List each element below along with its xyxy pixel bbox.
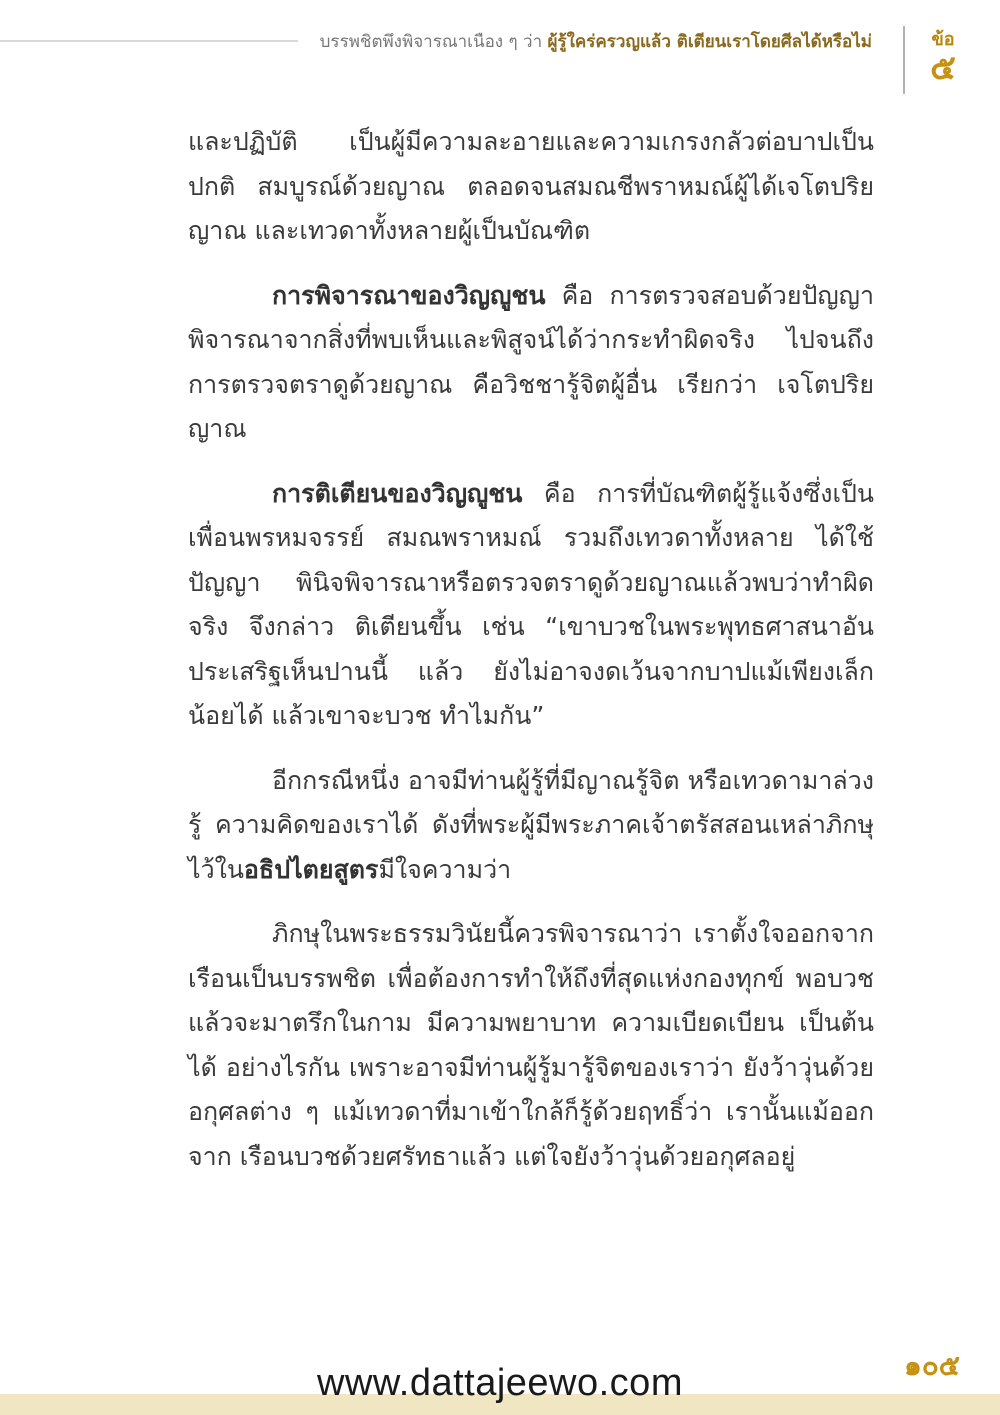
paragraph-5: ภิกษุในพระธรรมวินัยนี้ควรพิจารณาว่า เราตั้งใจออกจาก เรือนเป็นบรรพชิต เพื่อต้องการทำให้ถึงที่สุดแห่งกองทุกข์ พอบวช แล้วจะมาตรึกในกาม มีความพยาบาท ความเบียดเบียน เป็นต้น ได้ อย่างไรกัน เพราะอาจมีท่านผู้รู้มารู้จิตของเราว่า ยังว้าวุ่นด้วย อกุศลต่าง ๆ แม้เทวดาที่มาเข้าใกล้ก็รู้ด้วยฤทธิ์ว่า เรานั้นแม้ออกจาก เรือนบวชด้วยศรัทธาแล้ว แต่ใจยังว้าวุ่นด้วยอกุศลอยู่ — [188, 919, 874, 1171]
website-watermark: www.dattajeewo.com — [317, 1362, 683, 1404]
term-sutta: อธิปไตยสูตร — [243, 854, 379, 884]
paragraph-4: อีกกรณีหนึ่ง อาจมีท่านผู้รู้ที่มีญาณรู้จิต หรือเทวดามาล่วงรู้ ความคิดของเราได้ ดังที่พระผู้มีพระภาคเจ้าตรัสสอนเหล่าภิกษุ ไว้ในอธิปไตยสูตรมีใจความว่า — [188, 765, 874, 884]
running-header-emphasis: ผู้รู้ใคร่ครวญแล้ว ติเตียนเราโดยศีลได้หรือไม่ — [547, 32, 872, 52]
paragraph-3: การติเตียนของวิญญูชน คือ การที่บัณฑิตผู้รู้แจ้งซึ่งเป็น เพื่อนพรหมจรรย์ สมณพราหมณ์ รวมถึงเทวดาทั้งหลาย ได้ใช้ปัญญา พินิจพิจารณาหรือตรวจตราดูด้วยญาณแล้วพบว่าทำผิดจริง จึงกล่าว ติเตียนขึ้น เช่น “เขาบวชในพระพุทธศาสนาอันประเสริฐเห็นปานนี้ แล้ว ยังไม่อาจงดเว้นจากบาปแม้เพียงเล็กน้อยได้ แล้วเขาจะบวช ทำไมกัน” — [188, 478, 874, 730]
body-text — [188, 120, 874, 1199]
chapter-number: ๕ — [930, 48, 956, 88]
term-consideration: การพิจารณาของวิญญูชน — [272, 280, 546, 310]
chapter-label: ข้อ — [931, 29, 955, 50]
paragraph-2: การพิจารณาของวิญญูชน คือ การตรวจสอบด้วยปัญญา พิจารณาจากสิ่งที่พบเห็นและพิสูจน์ได้ว่ากระทำผิดจริง ไปจนถึง การตรวจตราดูด้วยญาณ คือวิชชารู้จิตผู้อื่น เรียกว่า เจโตปริยญาณ — [188, 280, 874, 443]
header-divider — [903, 26, 905, 94]
term-reproach: การติเตียนของวิญญูชน — [272, 478, 523, 508]
paragraph-1: และปฏิบัติ เป็นผู้มีความละอายและความเกรงกลัวต่อบาปเป็นปกติ สมบูรณ์ด้วยญาณ ตลอดจนสมณชีพราหมณ์ผู้ได้เจโตปริยญาณ และเทวดาทั้งหลายผู้เป็นบัณฑิต — [188, 127, 874, 245]
header-rule — [0, 40, 298, 42]
running-header-plain: บรรพชิตพึงพิจารณาเนือง ๆ ว่า — [319, 32, 548, 52]
page-number: ๑๐๕ — [903, 1349, 960, 1382]
running-header — [302, 28, 872, 55]
